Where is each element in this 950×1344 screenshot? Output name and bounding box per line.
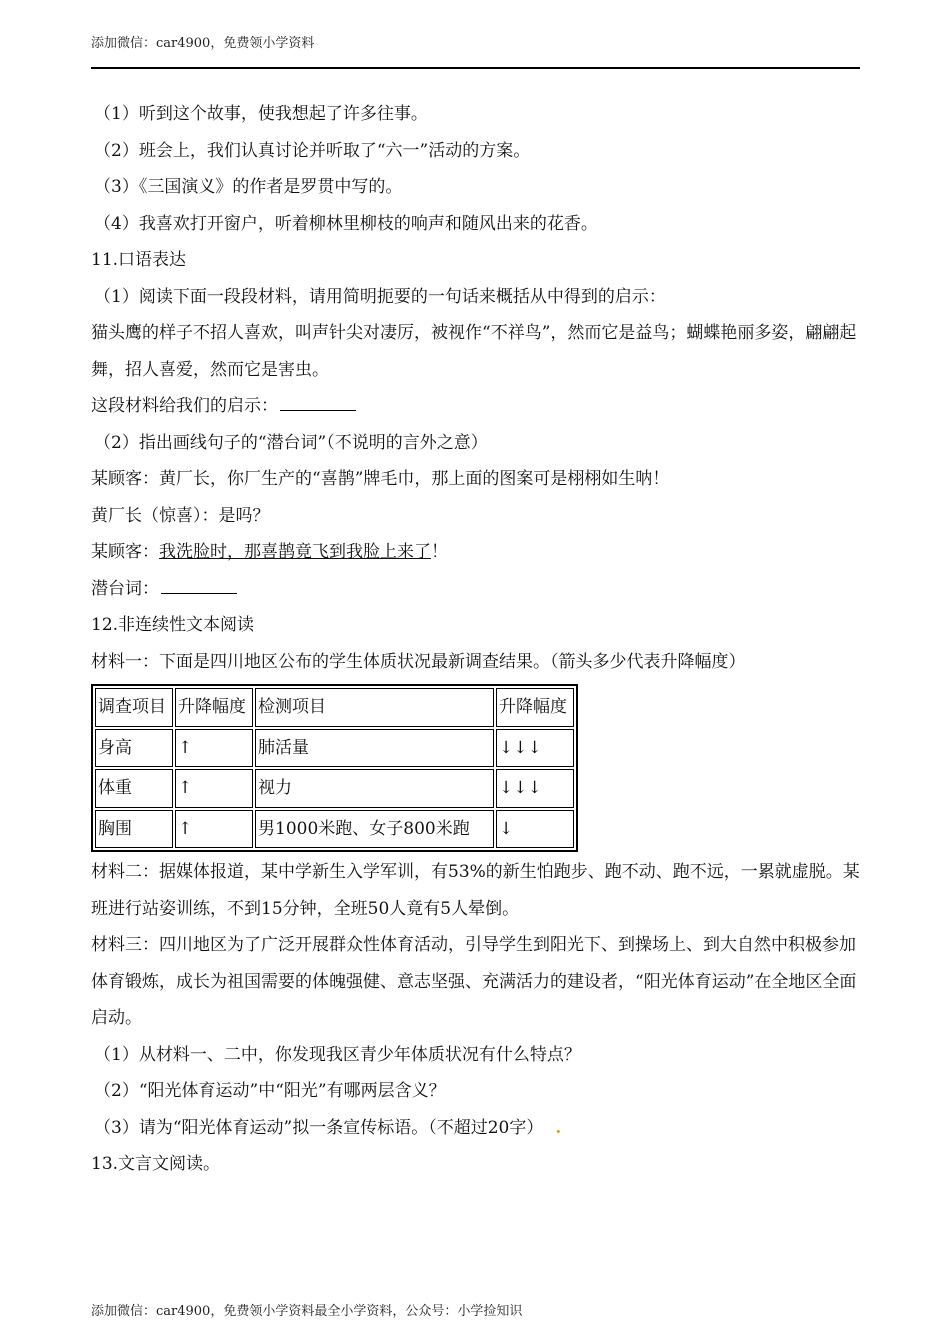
table-cell: 男1000米跑、女子800米跑 [255, 810, 494, 849]
dialog-end-punct: ！ [431, 542, 448, 562]
dialog-line-1: 某顾客：黄厂长，你厂生产的“喜鹊”牌毛巾，那上面的图案可是栩栩如生呐！ [91, 469, 670, 489]
table-cell: ↓↓↓ [496, 769, 574, 808]
table-cell: ↑ [175, 769, 253, 808]
underlined-sentence: 我洗脸时，那喜鹊竟飞到我脸上来了 [159, 542, 431, 562]
q12-question-3 [91, 1110, 863, 1147]
q12-question-2: （2）“阳光体育运动”中“阳光”有哪两层含义？ [94, 1081, 446, 1101]
table-cell: 肺活量 [255, 729, 494, 768]
page-header: 添加微信：car4900，免费领小学资料 [91, 36, 315, 51]
q11-part2-prompt: （2）指出画线句子的“潜台词”（不说明的言外之意） [94, 432, 488, 453]
dialog-speaker: 某顾客： [91, 542, 159, 562]
answer-blank [161, 575, 237, 594]
table-header-row [95, 688, 574, 727]
table-cell: 体重 [95, 769, 173, 808]
header-divider [91, 67, 860, 69]
document-body [91, 96, 863, 1183]
q10-item-2: （2）班会上，我们认真讨论并听取了“六一”活动的方案。 [94, 140, 531, 161]
q11-title: 11.口语表达 [91, 250, 187, 270]
table-row [95, 729, 574, 768]
q11-part2-answer [91, 571, 863, 608]
q10-item-1: （1）听到这个故事，使我想起了许多往事。 [94, 104, 428, 124]
q12-material2: 材料二：据媒体报道，某中学新生入学军训，有53%的新生怕跑步、跑不动、跑不远，一累就虚脱。某班进行站姿训练，不到15分钟，全班50人竟有5人晕倒。 [91, 862, 860, 919]
q13-title: 13.文言文阅读。 [91, 1154, 221, 1174]
q11-part2-answer-label: 潜台词： [91, 578, 159, 599]
table-cell: 胸围 [95, 810, 173, 849]
dialog-line-2: 黄厂长（惊喜）：是吗？ [91, 505, 270, 526]
page-footer: 添加微信：car4900，免费领小学资料最全小学资料，公众号：小学捡知识 [91, 1304, 523, 1319]
table-header-cell: 升降幅度 [175, 688, 253, 727]
q12-material1: 材料一：下面是四川地区公布的学生体质状况最新调查结果。（箭头多少代表升降幅度） [91, 651, 746, 672]
q11-part1-answer-label: 这段材料给我们的启示： [91, 396, 278, 416]
stray-mark: . [555, 1117, 562, 1138]
survey-table [91, 684, 578, 852]
q12-title: 12.非连续性文本阅读 [91, 615, 255, 635]
q12-question-3-text: （3）请为“阳光体育运动”拟一条宣传标语。（不超过20字） [94, 1117, 544, 1138]
table-cell: 身高 [95, 729, 173, 768]
q12-material3: 材料三：四川地区为了广泛开展群众性体育活动，引导学生到阳光下、到操场上、到大自然中积极参加体育锻炼，成长为祖国需要的体魄强健、意志坚强、充满活力的建设者，“阳光体育运动”在全地区全面启动。 [91, 935, 857, 1028]
table-row [95, 810, 574, 849]
answer-blank [280, 392, 356, 411]
q11-part1-material: 猫头鹰的样子不招人喜欢，叫声针尖对凄厉，被视作“不祥鸟”，然而它是益鸟；蝴蝶艳丽多姿，翩翩起舞，招人喜爱，然而它是害虫。 [91, 323, 857, 380]
table-header-cell: 调查项目 [95, 688, 173, 727]
table-cell: 视力 [255, 769, 494, 808]
table-row [95, 769, 574, 808]
table-cell: ↑ [175, 729, 253, 768]
q12-question-1: （1）从材料一、二中，你发现我区青少年体质状况有什么特点？ [94, 1044, 581, 1065]
q10-item-3: （3）《三国演义》的作者是罗贯中写的。 [94, 177, 403, 197]
q10-item-4: （4）我喜欢打开窗户，听着柳林里柳枝的响声和随风出来的花香。 [94, 213, 598, 234]
dialog-line-3 [91, 534, 863, 571]
q11-part1-answer [91, 388, 863, 425]
table-header-cell: 升降幅度 [496, 688, 574, 727]
table-cell: ↓↓↓ [496, 729, 574, 768]
q11-part1-prompt: （1）阅读下面一段段材料，请用简明扼要的一句话来概括从中得到的启示： [94, 286, 666, 307]
table-cell: ↑ [175, 810, 253, 849]
table-header-cell: 检测项目 [255, 688, 494, 727]
table-cell: ↓ [496, 810, 574, 849]
